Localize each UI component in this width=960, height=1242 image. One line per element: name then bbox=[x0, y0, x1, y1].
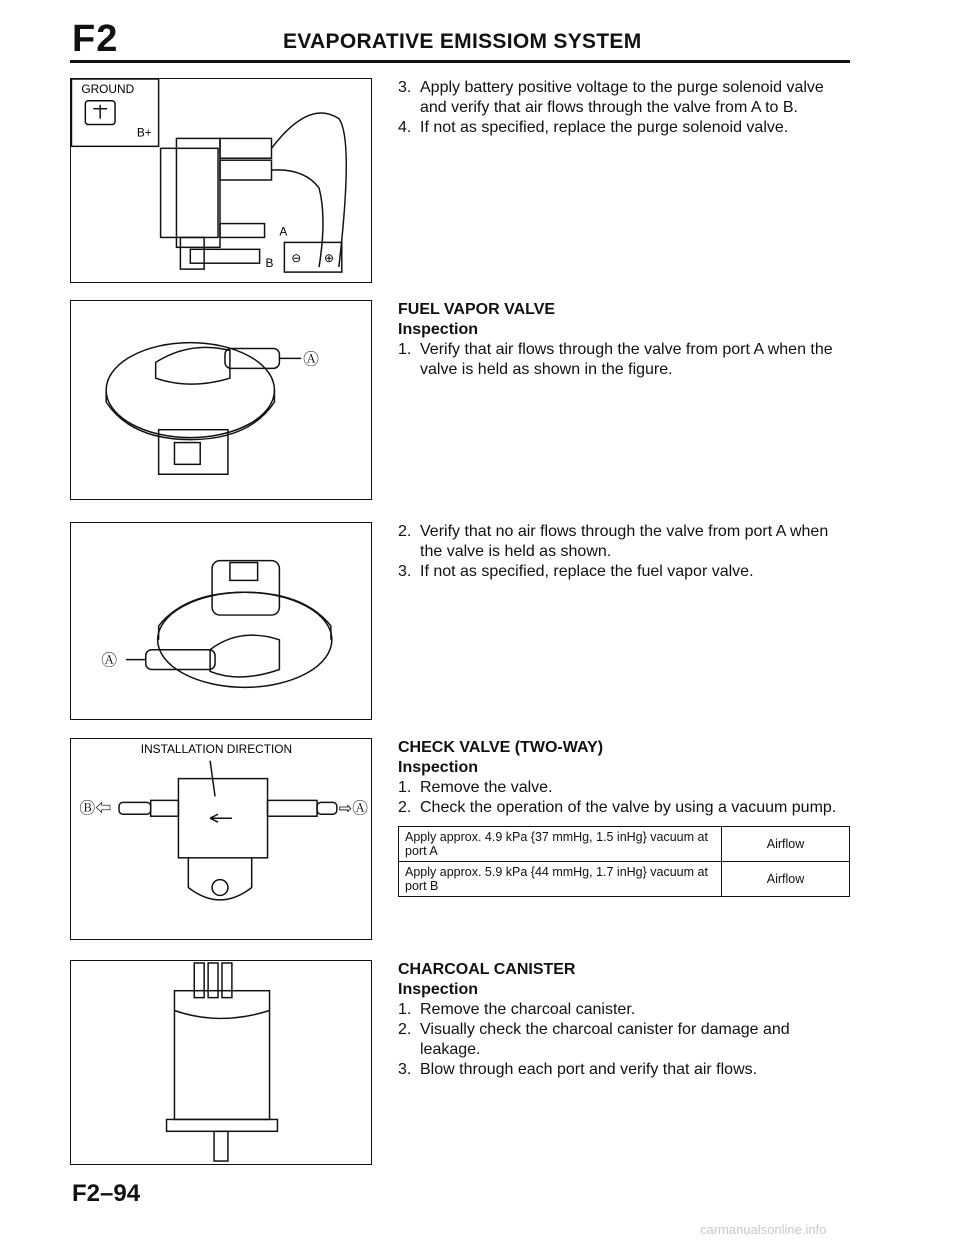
purge-solenoid-figure bbox=[70, 78, 372, 283]
port-b-direction-label: Ⓑ⇦ bbox=[79, 800, 112, 818]
bplus-label: B+ bbox=[136, 125, 152, 140]
battery-pos-symbol: ⊕ bbox=[323, 251, 334, 266]
step-text: Verify that air flows through the valve from port A when the valve is held as shown in the figure. bbox=[420, 341, 833, 378]
step-item: 1. Verify that air flows through the valve from port A when the valve is held as shown in the figure. bbox=[398, 341, 833, 378]
header-rule bbox=[70, 60, 850, 63]
step-item: 3. If not as specified, replace the fuel vapor valve. bbox=[398, 563, 754, 580]
table-row bbox=[399, 862, 850, 897]
charcoal-canister-figure bbox=[70, 960, 372, 1165]
charcoal-canister-illustration bbox=[71, 961, 371, 1164]
purge-valve-steps bbox=[398, 78, 850, 138]
check-valve-section bbox=[398, 738, 850, 897]
fuel-vapor-valve-figure-1 bbox=[70, 300, 372, 500]
step-item: 2. Visually check the charcoal canister for damage and leakage. bbox=[398, 1021, 790, 1058]
battery-neg-symbol: ⊖ bbox=[291, 251, 302, 266]
check-valve-illustration bbox=[71, 739, 371, 939]
step-text: Apply battery positive voltage to the purge solenoid valve and verify that air flows through the valve from A to B. bbox=[420, 79, 824, 116]
step-text: Remove the charcoal canister. bbox=[420, 1001, 636, 1018]
ground-label: GROUND bbox=[81, 81, 135, 96]
table-cell-condition: Apply approx. 5.9 kPa {44 mmHg, 1.7 inHg} vacuum at port B bbox=[399, 862, 722, 897]
step-text: Check the operation of the valve by using a vacuum pump. bbox=[420, 799, 837, 816]
table-row bbox=[399, 827, 850, 862]
section-subheading: Inspection bbox=[398, 981, 479, 998]
fuel-vapor-valve-figure-2 bbox=[70, 522, 372, 720]
step-item: 3. Apply battery positive voltage to the purge solenoid valve and verify that air flows through the valve from A to B. bbox=[398, 79, 824, 116]
watermark: carmanualsonline.info bbox=[700, 1222, 827, 1237]
table-cell-result: Airflow bbox=[722, 827, 850, 862]
step-item: 4. If not as specified, replace the purge solenoid valve. bbox=[398, 119, 789, 136]
page-number: F2–94 bbox=[72, 1180, 141, 1207]
port-a-marker: Ⓐ bbox=[303, 351, 320, 369]
step-text: Remove the valve. bbox=[420, 779, 553, 796]
fuel-vapor-valve-steps-2 bbox=[398, 522, 850, 582]
section-subheading: Inspection bbox=[398, 759, 479, 776]
table-cell-result: Airflow bbox=[722, 862, 850, 897]
step-item: 2. Check the operation of the valve by using a vacuum pump. bbox=[398, 799, 837, 816]
table-cell-condition: Apply approx. 4.9 kPa {37 mmHg, 1.5 inHg} vacuum at port A bbox=[399, 827, 722, 862]
step-text: If not as specified, replace the fuel vapor valve. bbox=[420, 563, 754, 580]
fuel-vapor-valve-section bbox=[398, 300, 850, 380]
step-text: Verify that no air flows through the valve from port A when the valve is held as shown. bbox=[420, 523, 829, 560]
step-item: 3. Blow through each port and verify that air flows. bbox=[398, 1061, 758, 1078]
step-item: 2. Verify that no air flows through the valve from port A when the valve is held as shown. bbox=[398, 523, 829, 560]
port-a-marker: Ⓐ bbox=[101, 652, 118, 670]
fuel-vapor-valve-illustration-1 bbox=[71, 301, 371, 499]
check-valve-figure bbox=[70, 738, 372, 940]
section-heading: CHARCOAL CANISTER bbox=[398, 961, 576, 978]
step-text: Visually check the charcoal canister for damage and leakage. bbox=[420, 1021, 790, 1058]
section-code: F2 bbox=[72, 18, 119, 60]
check-valve-spec-table bbox=[398, 826, 850, 897]
page-title: EVAPORATIVE EMISSIOM SYSTEM bbox=[283, 30, 642, 53]
fuel-vapor-valve-illustration-2 bbox=[71, 523, 371, 719]
port-b-label: B bbox=[265, 256, 274, 271]
purge-solenoid-illustration bbox=[71, 79, 371, 282]
section-heading: CHECK VALVE (TWO-WAY) bbox=[398, 739, 604, 756]
installation-direction-caption: INSTALLATION DIRECTION bbox=[140, 741, 293, 756]
charcoal-canister-section bbox=[398, 960, 850, 1080]
step-text: If not as specified, replace the purge solenoid valve. bbox=[420, 119, 789, 136]
step-text: Blow through each port and verify that air flows. bbox=[420, 1061, 758, 1078]
section-subheading: Inspection bbox=[398, 321, 479, 338]
port-a-direction-label: ⇨Ⓐ bbox=[338, 800, 368, 818]
step-item: 1. Remove the charcoal canister. bbox=[398, 1001, 636, 1018]
section-heading: FUEL VAPOR VALVE bbox=[398, 301, 556, 318]
step-item: 1. Remove the valve. bbox=[398, 779, 553, 796]
port-a-label: A bbox=[279, 224, 288, 239]
